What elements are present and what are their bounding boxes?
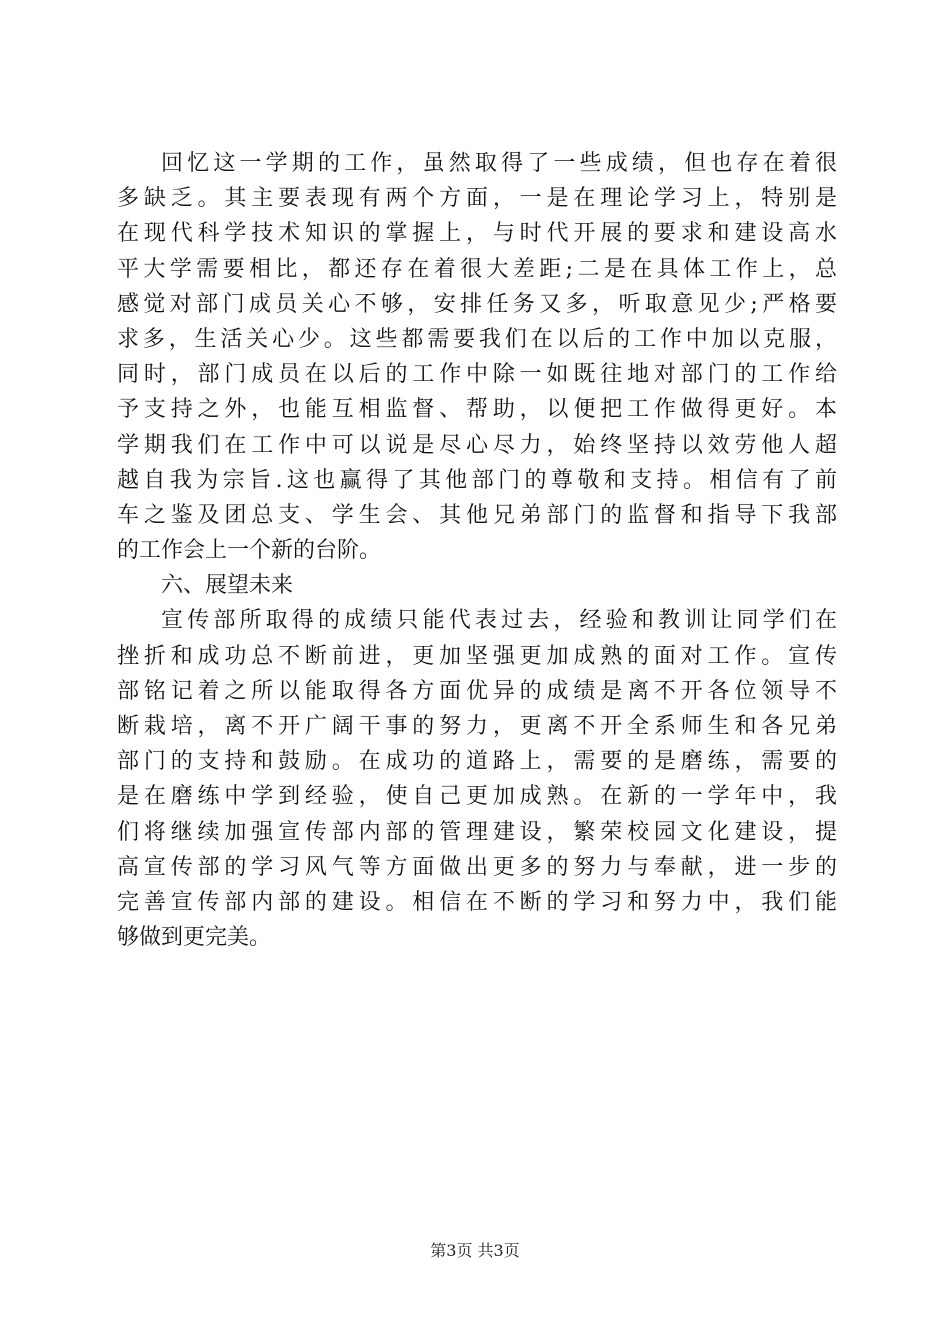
text-line-10: 越自我为宗旨.这也赢得了其他部门的尊敬和支持。相信有了前 (117, 467, 837, 493)
text-line-19: 是在磨练中学到经验，使自己更加成熟。在新的一学年中，我 (117, 784, 837, 810)
text-line-8: 予支持之外，也能互相监督、帮助，以便把工作做得更好。本 (117, 397, 837, 423)
text-line-6: 求多，生活关心少。这些都需要我们在以后的工作中加以克服， (117, 326, 837, 352)
text-line-2: 多缺乏。其主要表现有两个方面，一是在理论学习上，特别是 (117, 186, 837, 212)
text-line-15: 挫折和成功总不断前进，更加坚强更加成熟的面对工作。宣传 (117, 643, 837, 669)
section-heading: 六、展望未来 (161, 573, 294, 599)
text-line-3: 在现代科学技术知识的掌握上，与时代开展的要求和建设高水 (117, 221, 837, 247)
text-line-17: 断栽培，离不开广阔干事的努力，更离不开全系师生和各兄弟 (117, 714, 837, 739)
document-body (117, 146, 837, 955)
text-line-21: 高宣传部的学习风气等方面做出更多的努力与奉献，进一步的 (117, 854, 837, 880)
text-line-14: 宣传部所取得的成绩只能代表过去，经验和教训让同学们在 (161, 608, 837, 634)
text-line-4: 平大学需要相比，都还存在着很大差距;二是在具体工作上，总 (117, 256, 837, 282)
text-line-18: 部门的支持和鼓励。在成功的道路上，需要的是磨练，需要的 (117, 749, 837, 775)
text-line-5: 感觉对部门成员关心不够，安排任务又多，听取意见少;严格要 (117, 291, 837, 317)
text-line-20: 们将继续加强宣传部内部的管理建设，繁荣校园文化建设，提 (117, 819, 837, 845)
page-number-footer: 第3页 共3页 (430, 1241, 520, 1260)
text-line-9: 学期我们在工作中可以说是尽心尽力，始终坚持以效劳他人超 (117, 432, 837, 458)
text-line-12: 的工作会上一个新的台阶。 (117, 538, 382, 564)
text-line-23: 够做到更完美。 (117, 925, 272, 951)
text-line-1: 回忆这一学期的工作，虽然取得了一些成绩，但也存在着很 (161, 151, 837, 176)
text-line-16: 部铭记着之所以能取得各方面优异的成绩是离不开各位领导不 (117, 678, 837, 704)
text-line-11: 车之鉴及团总支、学生会、其他兄弟部门的监督和指导下我部 (117, 502, 837, 528)
text-line-7: 同时，部门成员在以后的工作中除一如既往地对部门的工作给 (117, 362, 837, 388)
text-line-22: 完善宣传部内部的建设。相信在不断的学习和努力中，我们能 (117, 889, 837, 915)
